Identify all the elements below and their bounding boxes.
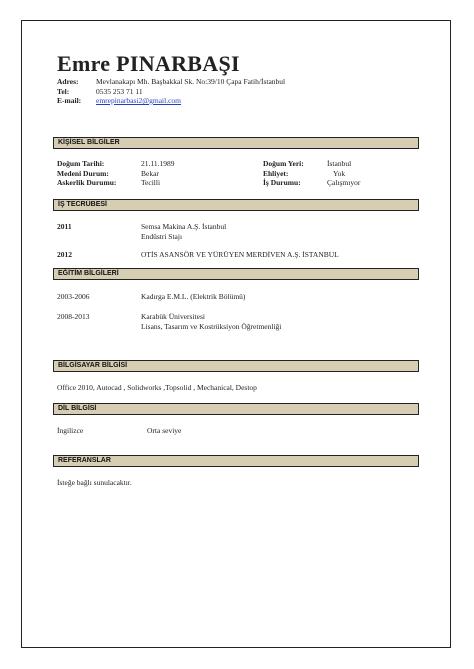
computer-skills: Office 2010, Autocad , Solidworks ,Topsolid , Mechanical, Destop: [57, 383, 257, 392]
military-status-value: Tecilli: [141, 178, 161, 187]
experience-year: 2012: [57, 250, 72, 259]
section-education-header: EĞİTİM BİLGİLERİ: [53, 268, 419, 280]
section-experience-header: İŞ TECRÜBESİ: [53, 199, 419, 211]
experience-role: Endüstri Stajı: [141, 231, 183, 241]
language-name: İngilizce: [57, 426, 84, 435]
education-school: Karabük Üniversitesi: [141, 312, 205, 321]
phone-value: 0535 253 71 11: [96, 86, 143, 96]
email-link[interactable]: emrepinarbasi2@gmail.com: [96, 96, 182, 105]
experience-item: [57, 222, 401, 241]
marital-status-value: Bekar: [141, 168, 159, 178]
phone-label: Tel:: [57, 86, 70, 96]
references-text: İsteğe bağlı sunulacaktır.: [57, 478, 132, 487]
personal-info-grid: [57, 159, 407, 188]
language-item: [57, 426, 247, 436]
military-status-label: Askerlik Durumu:: [57, 178, 117, 187]
birth-date-value: 21.11.1989: [141, 159, 175, 168]
birth-place-label: Doğum Yeri:: [263, 159, 304, 168]
experience-company: OTİS ASANSÖR VE YÜRÜYEN MERDİVEN A.Ş. İSTANBUL: [141, 250, 339, 259]
contact-info: [57, 77, 285, 106]
education-years: 2003-2006: [57, 292, 90, 301]
email-label: E-mail:: [57, 96, 82, 105]
birth-place-value: İstanbul: [327, 159, 352, 168]
experience-year: 2011: [57, 222, 72, 231]
page-frame: [21, 20, 451, 648]
language-level: Orta seviye: [147, 426, 182, 435]
marital-status-label: Medeni Durum:: [57, 168, 109, 178]
education-degree: Lisans, Tasarım ve Kostrüksiyon Öğretmenliği: [141, 321, 282, 331]
experience-company: Semsa Makina A.Ş. İstanbul: [141, 222, 227, 231]
license-value: Yok: [333, 168, 346, 178]
education-item: [57, 292, 401, 302]
experience-item: [57, 250, 401, 260]
education-school: Kadırga E.M.L. (Elektrik Bölümü): [141, 292, 246, 301]
work-status-label: İş Durumu:: [263, 178, 301, 187]
education-years: 2008-2013: [57, 312, 90, 321]
birth-date-label: Doğum Tarihi:: [57, 159, 105, 168]
section-computer-header: BİLGİSAYAR BİLGİSİ: [53, 360, 419, 372]
education-item: [57, 312, 401, 331]
section-personal-header: KİŞİSEL BİLGİLER: [53, 137, 419, 149]
candidate-name: Emre PINARBAŞI: [57, 51, 240, 76]
address-value: Mevlanakapı Mh. Başbakkal Sk. No:39/10 Çapa Fatih/İstanbul: [96, 77, 286, 86]
license-label: Ehliyet:: [263, 168, 289, 178]
address-label: Adres:: [57, 77, 79, 86]
section-language-header: DİL BİLGİSİ: [53, 403, 419, 415]
work-status-value: Çalışmıyor: [327, 178, 361, 187]
section-references-header: REFERANSLAR: [53, 455, 419, 467]
